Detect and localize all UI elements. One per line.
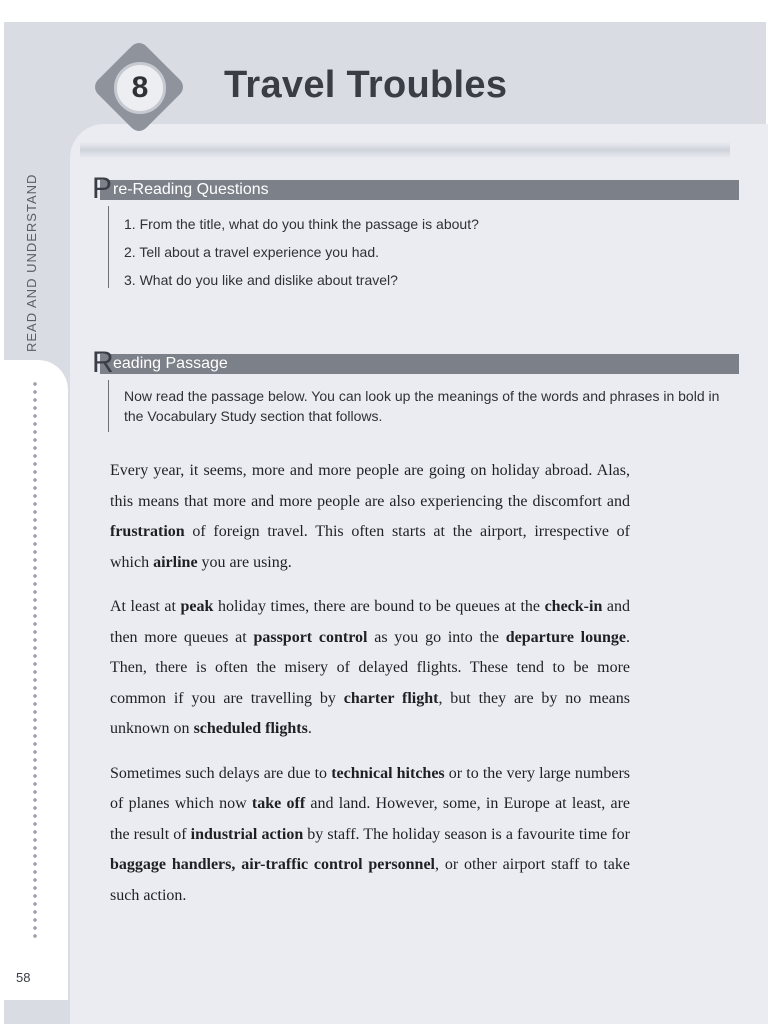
passage-text: by staff. The holiday season is a favourite time for [303, 825, 631, 843]
vocabulary-term: charter flight [343, 689, 439, 707]
vocabulary-term: take off [251, 795, 306, 812]
vocabulary-term: scheduled flights [193, 720, 308, 737]
passage-text: or to the very large numbers of planes which now [110, 764, 631, 812]
vocabulary-term: passport control [253, 628, 368, 646]
vocabulary-term: airline [153, 553, 198, 571]
reading-heading-initial: R [92, 346, 114, 379]
vocabulary-term: technical hitches [331, 764, 445, 782]
pre-reading-heading-initial: P [92, 172, 113, 205]
vocabulary-term: industrial action [190, 825, 304, 843]
vocabulary-term: baggage handlers, air-traffic control personnel [110, 856, 436, 873]
pre-reading-question-list [124, 214, 479, 298]
passage-text: Sometimes such delays are due to [110, 764, 332, 782]
vocabulary-term: check-in [544, 598, 603, 615]
pre-reading-rule [108, 206, 109, 288]
passage-text: . [307, 720, 312, 737]
passage-text: as you go into the [367, 628, 506, 646]
pre-reading-heading-text: re-Reading Questions [113, 181, 269, 198]
pre-reading-heading-bar [92, 172, 739, 205]
question-item: 1. From the title, what do you think the passage is about? [124, 216, 479, 232]
vocabulary-term: departure lounge [505, 628, 627, 646]
passage-text: you are using. [197, 553, 292, 571]
passage-text: , or other airport staff to take such action. [110, 856, 630, 904]
faint-divider [80, 142, 730, 158]
chapter-badge [92, 40, 188, 136]
passage-text: and then more queues at [110, 598, 631, 646]
vocabulary-term: frustration [110, 523, 185, 540]
question-item: 2. Tell about a travel experience you had. [124, 244, 380, 260]
reading-passage-heading-bar [92, 346, 739, 379]
page-number: 58 [16, 970, 31, 985]
passage-text: holiday times, there are bound to be queues at the [213, 598, 545, 615]
reading-passage [110, 456, 630, 925]
passage-paragraph-3 [110, 759, 630, 912]
question-item: 3. What do you like and dislike about travel? [124, 272, 398, 288]
reading-intro-text: Now read the passage below. You can look up the meanings of the words and phrases in bold in the Vocabulary Study section that follows. [124, 388, 720, 424]
passage-text: Every year, it seems, more and more people are going on holiday abroad. Alas, this means that more and more people are also experiencing the discomfort and [110, 462, 630, 510]
side-section-label: READ AND UNDERSTAND [24, 173, 39, 352]
vocabulary-term: peak [180, 598, 214, 615]
reading-heading-text: eading Passage [113, 355, 228, 372]
chapter-title: Travel Troubles [224, 64, 508, 106]
passage-text: At least at [110, 598, 181, 615]
passage-text: . Then, there is often the misery of delayed flights. These tend to be more common if you are travelling by [110, 628, 631, 707]
passage-paragraph-2 [110, 592, 630, 745]
passage-text: of foreign travel. This often starts at the airport, irrespective of which [110, 523, 630, 571]
passage-text: , but they are by no means unknown on [110, 689, 630, 737]
passage-paragraph-1 [110, 456, 630, 578]
chapter-number: 8 [131, 71, 149, 104]
dotted-margin-line [32, 380, 38, 940]
badge-circle [114, 62, 166, 114]
reading-rule [108, 380, 109, 432]
passage-text: and land. However, some, in Europe at least, are the result of [110, 795, 631, 843]
